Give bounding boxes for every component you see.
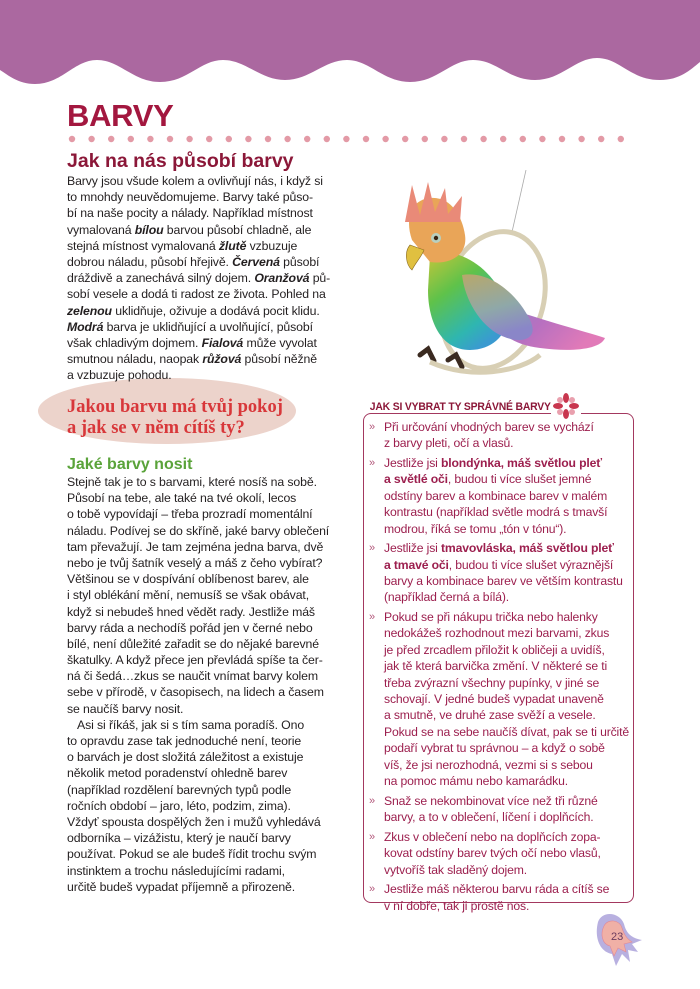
text-line bbox=[384, 642, 629, 658]
text-segment: i styl oblékání mění, nemusíš se však obávat, bbox=[67, 588, 310, 603]
text-segment: se naučíš barvy nosit. bbox=[67, 701, 184, 716]
emphasized-text: Červená bbox=[232, 254, 280, 269]
text-line bbox=[67, 717, 329, 733]
text-line bbox=[67, 303, 330, 319]
text-line bbox=[67, 668, 329, 684]
text-segment: to mnohdy neuvědomujeme. Barvy také půso- bbox=[67, 190, 313, 205]
text-segment: ročních období – jaro, léto, podzim, zima). bbox=[67, 798, 291, 813]
text-line bbox=[67, 173, 330, 189]
emphasized-text: blondýnka, máš světlou pleť bbox=[440, 456, 602, 470]
divider-dot bbox=[363, 136, 369, 142]
bullet-icon: » bbox=[369, 457, 375, 469]
text-segment: , budou ti více slušet výraznější bbox=[448, 557, 614, 572]
divider-dot bbox=[598, 136, 604, 142]
text-line bbox=[67, 587, 329, 603]
text-line bbox=[67, 636, 329, 652]
divider-dot bbox=[245, 136, 251, 142]
text-line bbox=[67, 604, 329, 620]
text-line bbox=[384, 691, 629, 707]
text-segment: vymalovaná bbox=[67, 222, 135, 237]
text-line bbox=[384, 881, 629, 897]
text-segment: náladu. Podívej se do skříně, jaké barvy oblečení bbox=[67, 523, 330, 538]
bullet-icon: » bbox=[369, 421, 375, 433]
text-segment: jak tě která barvička změní. V některé se ti bbox=[384, 659, 608, 674]
text-line bbox=[384, 793, 629, 809]
text-line bbox=[67, 684, 329, 700]
dotted-divider bbox=[68, 134, 638, 144]
emphasized-text: Oranžová bbox=[254, 271, 310, 286]
text-line bbox=[67, 879, 329, 895]
text-segment: stejná místnost vymalovaná bbox=[67, 238, 219, 253]
text-segment: Stejně tak je to s barvami, které nosíš na sobě. bbox=[67, 475, 317, 489]
bullet-icon: » bbox=[369, 794, 375, 807]
flower-icon bbox=[551, 391, 581, 421]
emphasized-text: tmavovláska, máš světlou pleť bbox=[440, 541, 614, 556]
divider-dot bbox=[578, 136, 584, 142]
tip-item bbox=[368, 793, 629, 826]
emphasized-text: růžová bbox=[202, 352, 242, 367]
tip-item bbox=[368, 829, 629, 878]
emphasized-text: a tmavé oči bbox=[384, 557, 449, 572]
text-line bbox=[67, 863, 329, 879]
text-segment: dobrou náladu, působí hřejivě. bbox=[67, 254, 233, 269]
text-segment: vytvoříš tak sladěný dojem. bbox=[384, 862, 527, 877]
tip-item bbox=[368, 455, 629, 537]
text-segment: kontrastu (například světle modrá s tmavší bbox=[384, 505, 608, 520]
text-line bbox=[67, 238, 330, 254]
text-segment: bílé, není důležité zařadit se do nějaké barevné bbox=[67, 636, 319, 651]
divider-dot bbox=[441, 136, 447, 142]
text-line bbox=[67, 539, 329, 555]
text-line bbox=[67, 798, 329, 814]
tips-list bbox=[368, 419, 629, 917]
text-segment: dráždivě a zanechává silný dojem. bbox=[67, 271, 255, 286]
text-line bbox=[67, 506, 329, 522]
text-segment: je před zrcadlem přiložit k obličeji a uvidíš, bbox=[384, 642, 605, 657]
section-heading-wearing: Jaké barvy nosit bbox=[67, 456, 193, 473]
callout-question bbox=[67, 397, 283, 439]
text-segment: nebo je tvůj šatník veselý a máš z čeho vybírat? bbox=[67, 555, 323, 570]
text-segment: třeba zvýrazní všechny pupínky, v jiné se bbox=[384, 675, 600, 690]
text-line bbox=[384, 419, 629, 435]
text-segment: vzbuzuje bbox=[246, 238, 298, 253]
divider-dot bbox=[167, 136, 173, 142]
text-segment: (například rozdělení barevných typů podle bbox=[67, 782, 292, 797]
text-line bbox=[384, 740, 629, 756]
text-segment: Barvy jsou všude kolem a ovlivňují nás, i když si bbox=[67, 174, 323, 188]
text-segment: smutnou náladu, naopak bbox=[67, 352, 203, 367]
text-line bbox=[384, 609, 629, 625]
text-line bbox=[384, 540, 629, 556]
text-line bbox=[67, 782, 329, 798]
divider-dot bbox=[539, 136, 545, 142]
text-line bbox=[384, 573, 629, 589]
divider-dot bbox=[343, 136, 349, 142]
text-line bbox=[67, 351, 330, 367]
text-segment: určitě budeš vypadat příjemně a přirozeně. bbox=[67, 879, 296, 894]
text-segment: v ní dobře, tak ji prostě nos. bbox=[384, 898, 530, 913]
text-line bbox=[67, 205, 330, 221]
tip-item bbox=[368, 881, 629, 914]
text-segment: používat. Pokud se ale budeš řídit trochu svým bbox=[67, 847, 317, 862]
text-line bbox=[67, 222, 330, 238]
text-line bbox=[384, 435, 629, 451]
divider-dot bbox=[128, 136, 134, 142]
section-body-effects bbox=[67, 173, 330, 383]
emphasized-text: a světlé oči bbox=[384, 472, 448, 487]
top-wave-banner bbox=[0, 0, 700, 90]
text-line bbox=[67, 523, 329, 539]
divider-dot bbox=[500, 136, 506, 142]
text-segment: barvou působí chladně, ale bbox=[163, 222, 312, 237]
text-segment: Snaž se nekombinovat více než tři různé bbox=[384, 793, 598, 808]
text-line bbox=[384, 471, 629, 487]
text-line bbox=[67, 652, 329, 668]
text-line bbox=[67, 846, 329, 862]
text-line bbox=[67, 814, 329, 830]
text-segment: z barvy pleti, očí a vlasů. bbox=[384, 436, 514, 451]
page-title: BARVY bbox=[67, 98, 174, 133]
text-line bbox=[384, 829, 629, 845]
text-line bbox=[384, 809, 629, 825]
text-segment: působí něžně bbox=[241, 352, 317, 367]
text-segment: několik metod poradenství ohledně barev bbox=[67, 766, 288, 781]
text-line bbox=[384, 625, 629, 641]
text-line bbox=[67, 620, 329, 636]
text-line bbox=[384, 845, 629, 861]
text-segment: odstíny barev a kombinace barev v malém bbox=[384, 488, 608, 503]
text-segment: to opravdu zase tak jednoduché není, teorie bbox=[67, 734, 302, 748]
divider-dot bbox=[108, 136, 114, 142]
tips-box-title: JAK SI VYBRAT TY SPRÁVNÉ BARVY bbox=[367, 401, 554, 413]
text-line bbox=[67, 701, 329, 717]
divider-dot bbox=[304, 136, 310, 142]
emphasized-text: žlutě bbox=[218, 238, 247, 253]
divider-dot bbox=[324, 136, 330, 142]
text-segment: působí bbox=[279, 254, 320, 269]
bullet-icon: » bbox=[369, 830, 375, 843]
text-segment: a vzbuzuje pohodu. bbox=[67, 368, 172, 383]
divider-dot bbox=[284, 136, 290, 142]
text-segment: , budou ti více slušet jemné bbox=[447, 472, 592, 487]
text-line bbox=[384, 773, 629, 789]
divider-dot bbox=[69, 136, 75, 142]
tip-item bbox=[368, 609, 629, 789]
text-segment: však chladivým dojmem. bbox=[67, 335, 202, 350]
text-segment: Většinou se v dospívání oblíbenost barev, ale bbox=[67, 572, 309, 587]
text-line bbox=[67, 749, 329, 765]
text-segment: instinktem a trochu následujícími radami, bbox=[67, 863, 285, 878]
tip-item bbox=[368, 540, 629, 606]
text-line bbox=[384, 521, 629, 537]
divider-dot bbox=[382, 136, 388, 142]
text-segment: Vždyť spousta dospělých žen i mužů vyhledává bbox=[67, 814, 321, 829]
text-segment: barvy a kombinace barev ve větším kontrastu bbox=[384, 574, 623, 589]
divider-dot bbox=[480, 136, 486, 142]
divider-dot bbox=[559, 136, 565, 142]
emphasized-text: Modrá bbox=[67, 319, 104, 334]
text-line bbox=[67, 189, 330, 205]
text-line bbox=[384, 757, 629, 773]
text-segment: o tobě vypovídají – třeba prozradí momentální bbox=[67, 507, 313, 522]
text-segment: Asi si říkáš, jak si s tím sama poradíš. Ono bbox=[77, 717, 305, 732]
text-line bbox=[384, 675, 629, 691]
text-segment: tam převažují. Je tam zejména jedna barva, dvě bbox=[67, 539, 324, 554]
callout-line: a jak se v něm cítíš ty? bbox=[67, 418, 245, 438]
divider-dot bbox=[461, 136, 467, 142]
text-segment: barvy, a to v oblečení, líčení i doplňcích. bbox=[384, 810, 594, 825]
text-segment: pů- bbox=[309, 271, 331, 286]
divider-dot bbox=[206, 136, 212, 142]
text-segment: Působí na tebe, ale také na tvé okolí, lecos bbox=[67, 491, 297, 506]
text-line bbox=[67, 286, 330, 302]
text-segment: nedokážeš rozhodnout mezi barvami, zkus bbox=[384, 626, 610, 641]
bullet-icon: » bbox=[369, 611, 375, 624]
text-line bbox=[67, 474, 329, 490]
text-segment: Jestliže jsi bbox=[384, 456, 441, 470]
divider-dot bbox=[186, 136, 192, 142]
text-line bbox=[384, 589, 629, 605]
emphasized-text: zelenou bbox=[67, 303, 112, 318]
text-line bbox=[67, 270, 330, 286]
text-segment: Jestliže máš některou barvu ráda a cítíš se bbox=[384, 882, 610, 897]
divider-dot bbox=[618, 136, 624, 142]
text-line bbox=[67, 555, 329, 571]
text-segment: Pokud se při nákupu trička nebo halenky bbox=[384, 610, 598, 625]
text-segment: o barvách je dost složitá záležitost a existuje bbox=[67, 750, 304, 765]
section-body-wearing bbox=[67, 474, 329, 895]
text-line bbox=[67, 733, 329, 749]
text-line bbox=[384, 658, 629, 674]
divider-dot bbox=[147, 136, 153, 142]
parrot-illustration bbox=[390, 170, 615, 380]
text-line bbox=[384, 724, 629, 740]
text-line bbox=[67, 571, 329, 587]
text-line bbox=[67, 765, 329, 781]
callout-line: Jakou barvu má tvůj pokoj bbox=[67, 397, 283, 417]
text-segment: když si nebudeš hned vědět rady. Jestliže máš bbox=[67, 604, 315, 619]
text-segment: barvy ráda a nechodíš pořád jen v černé nebo bbox=[67, 620, 313, 635]
text-line bbox=[384, 455, 629, 471]
bullet-icon: » bbox=[369, 542, 375, 555]
text-segment: (například černá a bílá). bbox=[384, 590, 509, 605]
divider-dot bbox=[226, 136, 232, 142]
page-number: 23 bbox=[611, 931, 624, 943]
text-segment: může vyvolat bbox=[243, 335, 317, 350]
divider-dot bbox=[520, 136, 526, 142]
text-segment: škatulky. A když přece jen převládá spíše ta čer- bbox=[67, 653, 323, 668]
text-segment: odborníka – vizážistu, který je naučí barvy bbox=[67, 831, 291, 846]
divider-dot bbox=[88, 136, 94, 142]
tip-item bbox=[368, 419, 629, 452]
divider-dot bbox=[265, 136, 271, 142]
text-segment: schovají. V jedné budeš vypadat unaveně bbox=[384, 692, 604, 707]
text-line bbox=[384, 862, 629, 878]
divider-dot bbox=[422, 136, 428, 142]
text-line bbox=[384, 488, 629, 504]
text-segment: víš, že jsi nerozhodná, vezmi si s sebou bbox=[384, 757, 593, 772]
text-line bbox=[67, 490, 329, 506]
text-line bbox=[67, 367, 330, 383]
bullet-icon: » bbox=[369, 883, 375, 896]
text-segment: modrou, říká se tomu „tón v tónu“). bbox=[384, 521, 567, 536]
text-segment: Jestliže jsi bbox=[384, 541, 441, 556]
text-segment: a smutně, ve druhé zase svěží a vesele. bbox=[384, 708, 596, 723]
text-segment: kovat odstíny barev tvých očí nebo vlasů, bbox=[384, 846, 601, 861]
section-heading-effects: Jak na nás působí barvy bbox=[67, 150, 294, 172]
text-segment: Pokud se na sebe naučíš dívat, pak se ti určitě bbox=[384, 724, 629, 739]
emphasized-text: bílou bbox=[134, 222, 164, 237]
text-segment: podaří vybrat tu správnou – a když o sobě bbox=[384, 741, 605, 756]
divider-dot bbox=[402, 136, 408, 142]
text-segment: uklidňuje, oživuje a dodává pocit klidu. bbox=[111, 303, 320, 318]
text-segment: sebe v přírodě, v časopisech, na lidech a časem bbox=[67, 685, 324, 700]
text-segment: bí na naše pocity a nálady. Například místnost bbox=[67, 206, 313, 221]
text-line bbox=[67, 319, 330, 335]
text-segment: ná či šedá…zkus se naučit vnímat barvy kolem bbox=[67, 669, 319, 684]
text-line bbox=[67, 830, 329, 846]
text-segment: barva je uklidňující a uvolňující, působí bbox=[103, 319, 313, 334]
text-line bbox=[384, 557, 629, 573]
text-line bbox=[67, 335, 330, 351]
text-segment: na pomoc mámu nebo kamarádku. bbox=[384, 774, 568, 789]
text-segment: sobí vesele a dodá ti radost ze života. Pohled na bbox=[67, 287, 326, 302]
text-line bbox=[384, 707, 629, 723]
text-line bbox=[67, 254, 330, 270]
text-segment: Při určování vhodných barev se vychází bbox=[384, 420, 594, 434]
text-line bbox=[384, 504, 629, 520]
text-segment: Zkus v oblečení nebo na doplňcích zopa- bbox=[384, 829, 601, 844]
emphasized-text: Fialová bbox=[201, 335, 244, 350]
